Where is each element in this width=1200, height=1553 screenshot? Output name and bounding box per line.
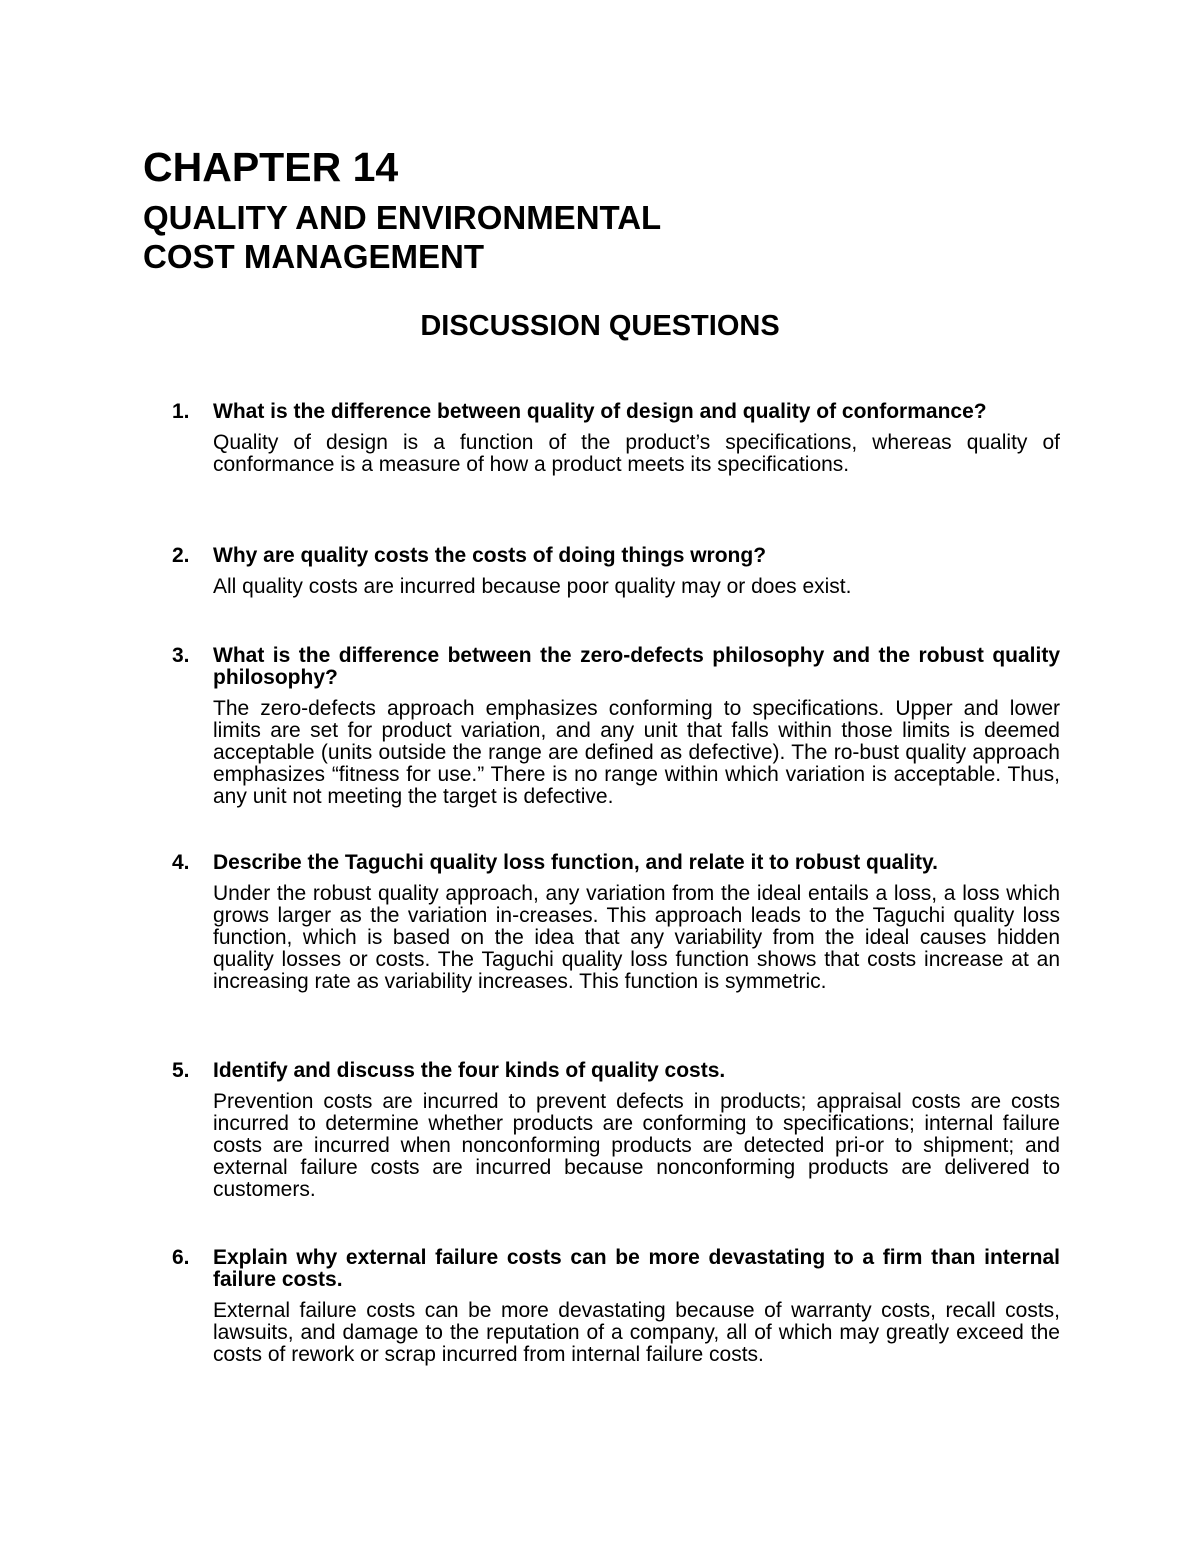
question-number: 1. bbox=[172, 400, 190, 423]
question-number: 6. bbox=[172, 1246, 190, 1269]
question-item bbox=[172, 401, 1060, 476]
answer-text: All quality costs are incurred because poor quality may or does exist. bbox=[213, 575, 852, 598]
question-number: 3. bbox=[172, 644, 190, 667]
answer-text: Quality of design is a function of the product’s specifications, whereas quality of conformance is a measure of how a product meets its specifications. bbox=[213, 431, 1060, 476]
question-text: Identify and discuss the four kinds of quality costs. bbox=[213, 1059, 726, 1082]
answer-text: External failure costs can be more devastating because of warranty costs, recall costs, lawsuits, and damage to the reputation of a company, all of which may greatly exceed the costs of rework or scrap incurred from internal failure costs. bbox=[213, 1299, 1060, 1366]
answer-text: The zero-defects approach emphasizes conforming to specifications. Upper and lower limits are set for product variation, and any unit that falls within those limits is deemed acceptable (units outside the range are defined as defective). The ro-bust quality approach emphasizes “fitness for use.” There is no range within which variation is acceptable. Thus, any unit not meeting the target is defective. bbox=[213, 697, 1060, 808]
question-text: Describe the Taguchi quality loss function, and relate it to robust quality. bbox=[213, 851, 938, 874]
question-item bbox=[172, 1060, 1060, 1201]
question-number: 4. bbox=[172, 851, 190, 874]
question-number: 5. bbox=[172, 1059, 190, 1082]
question-text: What is the difference between the zero-defects philosophy and the robust quality philosophy? bbox=[213, 644, 1060, 689]
question-item bbox=[172, 545, 1060, 598]
question-item bbox=[172, 1247, 1060, 1366]
question-item bbox=[172, 852, 1060, 993]
question-item bbox=[172, 645, 1060, 808]
chapter-subtitle-line-2: COST MANAGEMENT bbox=[143, 238, 484, 275]
question-number: 2. bbox=[172, 544, 190, 567]
section-heading: DISCUSSION QUESTIONS bbox=[420, 310, 780, 342]
chapter-title: CHAPTER 14 bbox=[143, 144, 399, 190]
question-text: Explain why external failure costs can be more devastating to a firm than internal failure costs. bbox=[213, 1246, 1060, 1291]
answer-text: Prevention costs are incurred to prevent defects in products; appraisal costs are costs incurred to determine whether products are conforming to specifications; internal failure costs are incurred when nonconforming products are detected pri-or to shipment; and external failure costs are incurred because nonconforming products are delivered to customers. bbox=[213, 1090, 1060, 1201]
question-text: What is the difference between quality of design and quality of conformance? bbox=[213, 400, 987, 423]
chapter-subtitle-line-1: QUALITY AND ENVIRONMENTAL bbox=[143, 199, 662, 236]
answer-text: Under the robust quality approach, any variation from the ideal entails a loss, a loss which grows larger as the variation in-creases. This approach leads to the Taguchi quality loss function, which is based on the idea that any variability from the ideal causes hidden quality losses or costs. The Taguchi quality loss function shows that costs increase at an increasing rate as variability increases. This function is symmetric. bbox=[213, 882, 1060, 993]
question-text: Why are quality costs the costs of doing things wrong? bbox=[213, 544, 767, 567]
